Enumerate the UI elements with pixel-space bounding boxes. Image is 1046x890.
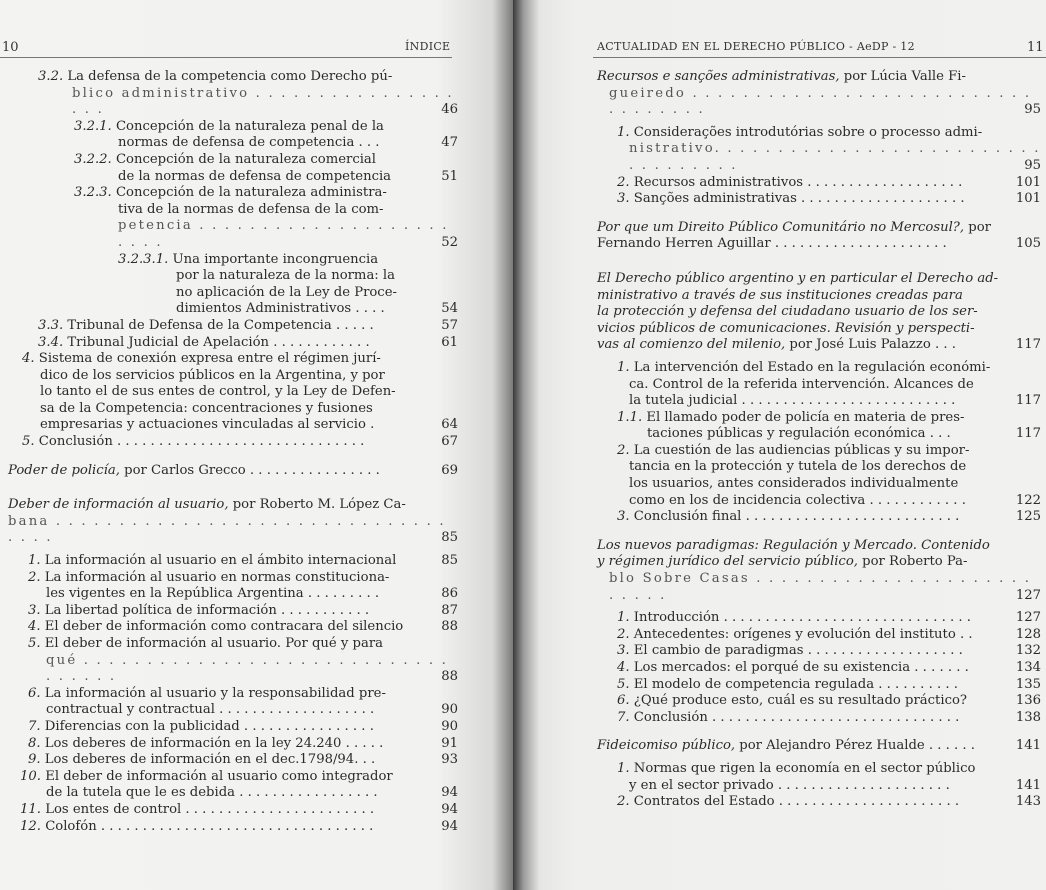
toc-entry: 8. Los deberes de información en la ley 24.240 . . . . . 91	[28, 735, 458, 751]
toc-entry: 9. Los deberes de información en el dec.1798/94. . . 93	[28, 752, 458, 768]
header-rule	[0, 57, 452, 58]
toc-entry: 1. Introducción . . . . . . . . . . . . . . . . . . . . . . . . . . . . . . 127	[617, 610, 1041, 626]
running-head: ACTUALIDAD EN EL DERECHO PÚBLICO - AeDP - 12	[597, 40, 915, 53]
toc-entry: 3. La libertad política de información . . . . . . . . . . . 87	[28, 602, 458, 618]
toc-entry: 6. La información al usuario y la responsabilidad pre- contractual y contractual . . . . . . . . . . . . . . . . . . . 90	[28, 685, 458, 718]
toc-entry: 2. La cuestión de las audiencias públicas y su impor- tancia en la protección y tutela de los derechos de los usuarios, antes considerados individualmente como en los de incidencia colectiva . . . . . . . . . . . . 122	[617, 442, 1041, 508]
toc-article: El Derecho público argentino y en particular el Derecho ad- ministrativo a través de sus instituciones creadas para la protección y defensa del ciudadano usuario de los ser- vicios públicos de comunicaciones. Revisión y perspecti- vas al comienzo del milenio, por José Luis Palazzo . . . 117	[597, 270, 1041, 353]
toc-entry: 2. Recursos administrativos . . . . . . . . . . . . . . . . . . . 101	[617, 174, 1041, 190]
toc-entry: 4. Sistema de conexión expresa entre el régimen jurí- dico de los servicios públicos en la Argentina, y por lo tanto el de sus entes de control, y la Ley de Defen- sa de la Competencia: concentraciones y fusiones empresarias y actuaciones vinculadas al servicio . 64	[22, 351, 458, 433]
toc-article: Fideicomiso público, por Alejandro Pérez Hualde . . . . . . 141	[597, 738, 1041, 754]
toc-entry: 1. Considerações introdutórias sobre o processo admi- nistrativo. . . . . . . . . . . . . . . . . . . . . . . . . . . . . . . . . . . 95	[617, 124, 1041, 173]
running-head: ÍNDICE	[405, 40, 451, 53]
toc-entry: 1. La intervención del Estado en la regulación económi- ca. Control de la referida intervención. Alcances de la tutela judicial . . . . . . . . . . . . . . . . . . . . . . . . . . 117	[617, 359, 1041, 409]
toc-article: Recursos e sanções administrativas, por Lúcia Valle Fi- gueiredo . . . . . . . . . . . . . . . . . . . . . . . . . . . . . . . . . . . 95	[597, 69, 1041, 118]
toc-entry: 10. El deber de información al usuario como integrador de la tutela que le es debida . . . . . . . . . . . . . . . . . 94	[20, 768, 458, 801]
toc-entry: 3. Conclusión final . . . . . . . . . . . . . . . . . . . . . . . . . . 125	[617, 509, 1041, 525]
toc-entry: 5. El deber de información al usuario. Por qué y para qué . . . . . . . . . . . . . . . . . . . . . . . . . . . . . . . . . . . 88	[28, 636, 458, 685]
toc-entry: 3.2.2. Concepción de la naturaleza comercial de la normas de defensa de competencia 51	[74, 151, 458, 184]
toc-left	[8, 69, 458, 835]
toc-entry: 1. Normas que rigen la economía en el sector público y en el sector privado . . . . . . . . . . . . . . . . . . . . . 141	[617, 760, 1041, 793]
toc-article: Deber de información al usuario, por Roberto M. López Ca- bana . . . . . . . . . . . . . . . . . . . . . . . . . . . . . . . . . . . 85	[8, 497, 458, 546]
toc-entry: 3.2.3.1. Una importante incongruencia por la naturaleza de la norma: la no aplicación de la Ley de Proce- dimientos Administrativos . . . . 54	[118, 251, 458, 317]
toc-entry: 5. Conclusión . . . . . . . . . . . . . . . . . . . . . . . . . . . . . . 67	[22, 434, 458, 450]
toc-right	[597, 69, 1041, 811]
toc-entry: 3. El cambio de paradigmas . . . . . . . . . . . . . . . . . . . 132	[617, 643, 1041, 659]
header-rule	[593, 57, 1046, 58]
toc-entry: 1.1. El llamado poder de policía en materia de pres- taciones públicas y regulación económica . . . 117	[617, 409, 1041, 442]
toc-entry: 6. ¿Qué produce esto, cuál es su resultado práctico? 136	[617, 693, 1041, 709]
toc-entry: 4. Los mercados: el porqué de su existencia . . . . . . . 134	[617, 660, 1041, 675]
toc-entry: 1. La información al usuario en el ámbito internacional 85	[28, 553, 458, 569]
left-page	[0, 0, 513, 890]
toc-entry: 2. Antecedentes: orígenes y evolución del instituto . . 128	[617, 626, 1041, 642]
toc-entry: 4. El deber de información como contracara del silencio 88	[28, 619, 458, 635]
toc-article: Poder de policía, por Carlos Grecco . . . . . . . . . . . . . . . . 69	[8, 462, 458, 478]
page-number: 11	[1027, 40, 1044, 55]
toc-article: Por que um Direito Público Comunitário no Mercosul?, por Fernando Herren Aguillar . . . . . . . . . . . . . . . . . . . . . 105	[597, 219, 1041, 252]
toc-entry: 7. Diferencias con la publicidad . . . . . . . . . . . . . . . . 90	[28, 718, 458, 734]
right-page	[513, 0, 1046, 890]
toc-article: Los nuevos paradigmas: Regulación y Mercado. Contenido y régimen jurídico del servicio público, por Roberto Pa- blo Sobre Casas . . . . . . . . . . . . . . . . . . . . . . . . . . . 127	[597, 537, 1041, 603]
toc-entry: 3. Sanções administrativas . . . . . . . . . . . . . . . . . . . . 101	[617, 191, 1041, 207]
toc-entry: 12. Colofón . . . . . . . . . . . . . . . . . . . . . . . . . . . . . . . . . 94	[20, 818, 458, 834]
toc-entry: 3.2. La defensa de la competencia como Derecho pú- blico administrativo . . . . . . . . . . . . . . . . . . . 46	[38, 69, 458, 118]
page-number: 10	[2, 40, 19, 55]
toc-entry: 2. Contratos del Estado . . . . . . . . . . . . . . . . . . . . . . 143	[617, 794, 1041, 810]
toc-entry: 2. La información al usuario en normas constituciona- les vigentes en la República Argentina . . . . . . . . . 86	[28, 569, 458, 602]
toc-entry: 11. Los entes de control . . . . . . . . . . . . . . . . . . . . . . . 94	[20, 801, 458, 817]
toc-entry: 7. Conclusión . . . . . . . . . . . . . . . . . . . . . . . . . . . . . . 138	[617, 709, 1041, 725]
toc-entry: 3.2.1. Concepción de la naturaleza penal de la normas de defensa de competencia . . . 47	[74, 118, 458, 151]
toc-entry: 3.3. Tribunal de Defensa de la Competencia . . . . . 57	[38, 317, 458, 333]
toc-entry: 3.2.3. Concepción de la naturaleza administra- tiva de la normas de defensa de la com- petencia . . . . . . . . . . . . . . . . . . . . . . . . 52	[74, 185, 458, 250]
toc-entry: 3.4. Tribunal Judicial de Apelación . . . . . . . . . . . . 61	[38, 334, 458, 350]
toc-entry: 5. El modelo de competencia regulada . . . . . . . . . . 135	[617, 676, 1041, 692]
